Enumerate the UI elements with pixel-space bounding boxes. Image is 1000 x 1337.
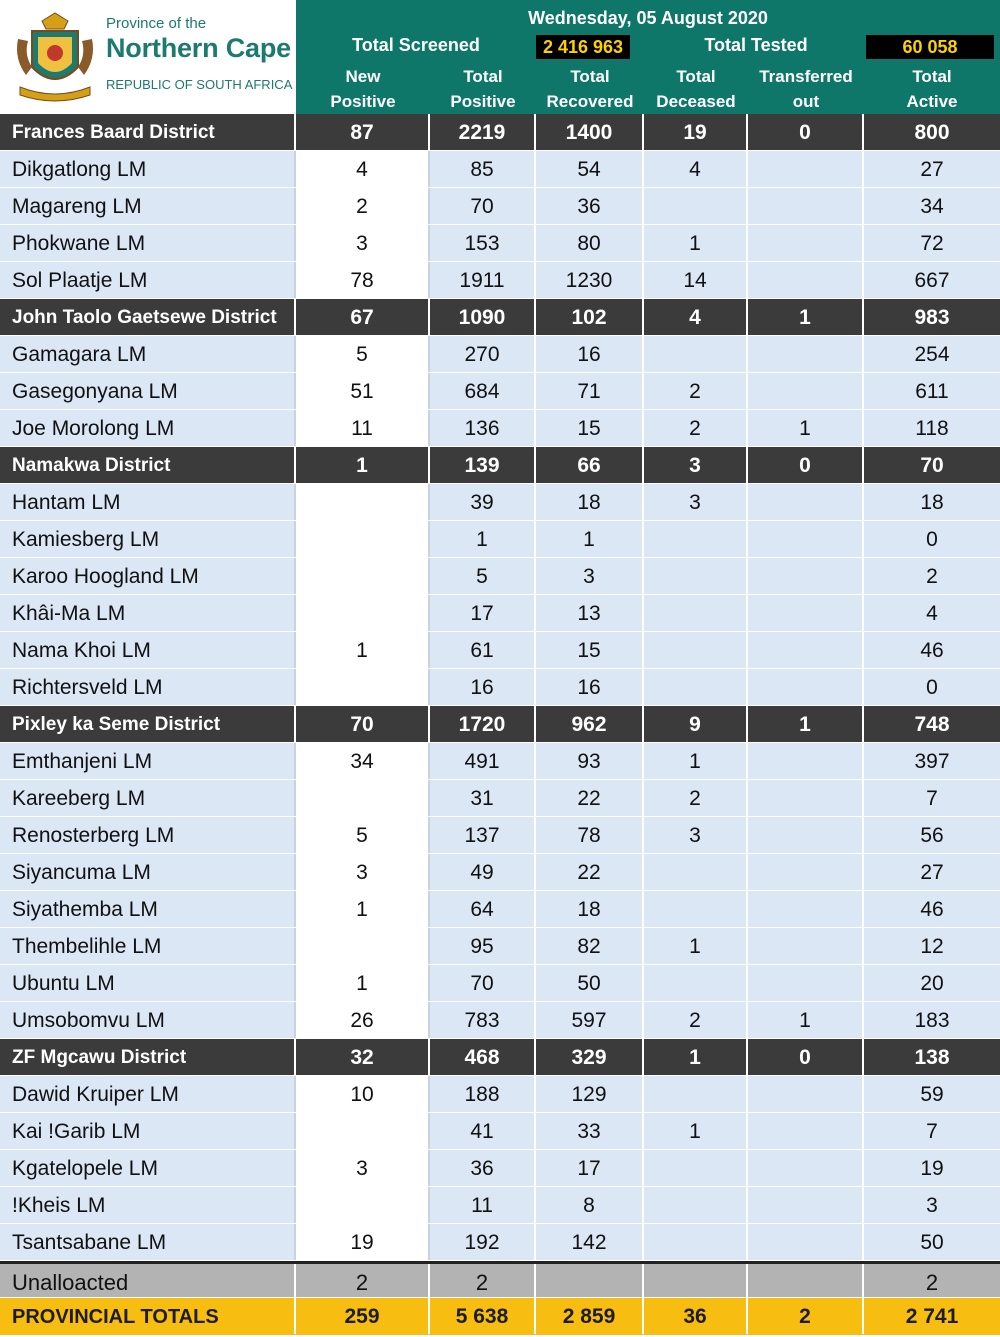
table-row: [0, 595, 1000, 632]
row-name: Dawid Kruiper LM: [4, 1076, 296, 1112]
cell-total-recovered: 18: [536, 484, 644, 520]
row-name: Sol Plaatje LM: [4, 262, 296, 298]
cell-total-recovered: 597: [536, 1002, 644, 1038]
column-header-total-positive: [430, 64, 536, 112]
cell-total-positive: 64: [430, 891, 536, 927]
cell-total-recovered: 15: [536, 632, 644, 668]
cell-total-recovered: 3: [536, 558, 644, 594]
row-name: Pixley ka Seme District: [4, 706, 296, 742]
cell-total-active: 72: [864, 225, 1000, 261]
cell-total-active: 46: [864, 632, 1000, 668]
table-row: [0, 1150, 1000, 1187]
cell-total-deceased: [644, 1150, 748, 1186]
table-row: [0, 1113, 1000, 1150]
cell-new-positive: [296, 484, 430, 520]
cell-total-recovered: 22: [536, 780, 644, 816]
cell-total-positive: 188: [430, 1076, 536, 1112]
cell-transferred-out: 0: [748, 1039, 864, 1075]
cell-transferred-out: [748, 965, 864, 1001]
row-name: Karoo Hoogland LM: [4, 558, 296, 594]
cell-new-positive: [296, 928, 430, 964]
cell-new-positive: [296, 669, 430, 705]
cell-total-positive: 70: [430, 188, 536, 224]
table-row: [0, 410, 1000, 447]
cell-transferred-out: [748, 1187, 864, 1223]
cell-total-active: 2: [864, 558, 1000, 594]
cell-transferred-out: 1: [748, 1002, 864, 1038]
cell-transferred-out: [748, 1264, 864, 1300]
cell-total-deceased: 9: [644, 706, 748, 742]
cell-transferred-out: 0: [748, 447, 864, 483]
cell-total-deceased: 1: [644, 743, 748, 779]
table-row: [0, 1076, 1000, 1113]
district-row: [0, 447, 1000, 484]
table-row: [0, 854, 1000, 891]
cell-new-positive: 1: [296, 447, 430, 483]
cell-total-active: 20: [864, 965, 1000, 1001]
cell-new-positive: 259: [296, 1298, 430, 1334]
table-row: [0, 1224, 1000, 1261]
column-header-line: Deceased: [656, 92, 736, 111]
cell-total-deceased: [644, 558, 748, 594]
logo-line-1: Province of the: [106, 15, 207, 32]
row-name: Umsobomvu LM: [4, 1002, 296, 1038]
cell-total-recovered: 22: [536, 854, 644, 890]
column-header-line: Total: [676, 67, 716, 86]
cell-total-active: 12: [864, 928, 1000, 964]
cell-total-deceased: 2: [644, 1002, 748, 1038]
row-name: Emthanjeni LM: [4, 743, 296, 779]
cell-transferred-out: [748, 891, 864, 927]
cell-total-positive: 468: [430, 1039, 536, 1075]
cell-total-deceased: [644, 854, 748, 890]
cell-new-positive: 5: [296, 817, 430, 853]
cell-total-deceased: 3: [644, 817, 748, 853]
cell-transferred-out: [748, 817, 864, 853]
cell-new-positive: 10: [296, 1076, 430, 1112]
cell-total-active: 667: [864, 262, 1000, 298]
cell-total-deceased: 1: [644, 1113, 748, 1149]
cell-total-positive: 136: [430, 410, 536, 446]
cell-total-active: 7: [864, 780, 1000, 816]
cell-transferred-out: 1: [748, 706, 864, 742]
cell-total-recovered: 1230: [536, 262, 644, 298]
cell-total-deceased: 14: [644, 262, 748, 298]
cell-transferred-out: [748, 743, 864, 779]
cell-total-recovered: 18: [536, 891, 644, 927]
cell-total-deceased: 19: [644, 114, 748, 150]
row-name: Tsantsabane LM: [4, 1224, 296, 1260]
cell-total-recovered: 16: [536, 669, 644, 705]
column-header-line: Total: [463, 67, 503, 86]
column-header-line: Active: [906, 92, 958, 111]
cell-total-active: 183: [864, 1002, 1000, 1038]
column-header-line: Recovered: [546, 92, 634, 111]
cell-total-active: 59: [864, 1076, 1000, 1112]
cell-new-positive: 26: [296, 1002, 430, 1038]
cell-new-positive: [296, 558, 430, 594]
logo-line-2: Northern Cape: [106, 33, 291, 63]
cell-total-positive: 11: [430, 1187, 536, 1223]
cell-total-active: 800: [914, 121, 950, 144]
row-name: Renosterberg LM: [4, 817, 296, 853]
cell-new-positive: 3: [296, 225, 430, 261]
cell-total-positive: 5 638: [430, 1298, 536, 1334]
cell-total-positive: 153: [430, 225, 536, 261]
cell-total-recovered: 962: [536, 706, 644, 742]
cell-new-positive: 1: [296, 632, 430, 668]
cell-total-positive: 684: [430, 373, 536, 409]
cell-total-deceased: 4: [644, 299, 748, 335]
table-row: [0, 743, 1000, 780]
cell-total-deceased: 36: [644, 1298, 748, 1334]
provincial-totals-row: [0, 1298, 1000, 1336]
cell-transferred-out: [748, 632, 864, 668]
cell-total-positive: 1090: [430, 299, 536, 335]
cell-total-recovered: 66: [536, 447, 644, 483]
cell-total-recovered: 2 859: [536, 1298, 644, 1334]
cell-total-deceased: [644, 188, 748, 224]
table-row: [0, 780, 1000, 817]
district-row: [0, 299, 1000, 336]
column-header-line: Total: [570, 67, 610, 86]
table-row: [0, 1187, 1000, 1224]
cell-total-positive: 17: [430, 595, 536, 631]
cell-total-positive: 270: [430, 336, 536, 372]
row-name: Frances Baard District: [4, 114, 296, 150]
cell-total-recovered: 50: [536, 965, 644, 1001]
row-name: Gamagara LM: [4, 336, 296, 372]
row-name: Nama Khoi LM: [4, 632, 296, 668]
cell-total-recovered: 80: [536, 225, 644, 261]
cell-transferred-out: [748, 188, 864, 224]
cell-total-deceased: [644, 965, 748, 1001]
table-row: [0, 336, 1000, 373]
cell-total-deceased: [644, 632, 748, 668]
cell-total-active: 46: [864, 891, 1000, 927]
cell-total-active: 611: [864, 373, 1000, 409]
row-name: Siyathemba LM: [4, 891, 296, 927]
cell-new-positive: 34: [296, 743, 430, 779]
column-header-line: New: [345, 67, 381, 86]
cell-total-recovered: 33: [536, 1113, 644, 1149]
cell-transferred-out: [748, 151, 864, 187]
stats-table: [0, 114, 1000, 1336]
row-name: Phokwane LM: [4, 225, 296, 261]
cell-total-active: 397: [864, 743, 1000, 779]
cell-total-recovered: 93: [536, 743, 644, 779]
cell-total-recovered: 78: [536, 817, 644, 853]
cell-total-active: 2: [925, 1270, 939, 1295]
cell-total-recovered: 15: [536, 410, 644, 446]
province-logo: [4, 3, 296, 111]
cell-transferred-out: [748, 1076, 864, 1112]
cell-total-deceased: 1: [644, 1039, 748, 1075]
cell-new-positive: 67: [296, 299, 430, 335]
table-row: [0, 817, 1000, 854]
row-name: Namakwa District: [4, 447, 296, 483]
cell-transferred-out: [748, 225, 864, 261]
cell-new-positive: 32: [296, 1039, 430, 1075]
cell-total-active: 748: [914, 713, 950, 736]
table-row: [0, 484, 1000, 521]
cell-total-positive: 137: [430, 817, 536, 853]
cell-total-deceased: [644, 669, 748, 705]
cell-transferred-out: [748, 373, 864, 409]
cell-total-positive: 41: [430, 1113, 536, 1149]
cell-total-positive: 1720: [430, 706, 536, 742]
row-name: Unalloacted: [4, 1264, 296, 1300]
cell-total-deceased: [644, 1187, 748, 1223]
cell-total-positive: 16: [430, 669, 536, 705]
cell-total-recovered: 71: [536, 373, 644, 409]
cell-new-positive: [296, 521, 430, 557]
cell-transferred-out: 1: [748, 299, 864, 335]
cell-total-active: 254: [864, 336, 1000, 372]
cell-total-positive: 139: [430, 447, 536, 483]
cell-new-positive: 5: [296, 336, 430, 372]
cell-new-positive: 78: [296, 262, 430, 298]
column-header-line: out: [792, 92, 820, 111]
cell-total-deceased: [644, 336, 748, 372]
cell-total-positive: 2219: [430, 114, 536, 150]
cell-total-positive: 95: [430, 928, 536, 964]
cell-total-positive: 61: [430, 632, 536, 668]
row-name: Kgatelopele LM: [4, 1150, 296, 1186]
cell-total-deceased: 1: [644, 225, 748, 261]
row-name: Kai !Garib LM: [4, 1113, 296, 1149]
row-name: Gasegonyana LM: [4, 373, 296, 409]
cell-total-deceased: [644, 1264, 748, 1300]
cell-total-recovered: 82: [536, 928, 644, 964]
cell-total-positive: 192: [430, 1224, 536, 1260]
cell-total-recovered: 329: [536, 1039, 644, 1075]
district-row: [0, 114, 1000, 151]
row-name: Khâi-Ma LM: [4, 595, 296, 631]
table-row: [0, 632, 1000, 669]
cell-new-positive: [296, 1113, 430, 1149]
cell-total-deceased: [644, 1076, 748, 1112]
row-name: Joe Morolong LM: [4, 410, 296, 446]
table-row: [0, 188, 1000, 225]
cell-total-positive: 5: [430, 558, 536, 594]
cell-total-active: 2 741: [905, 1305, 959, 1328]
cell-transferred-out: [748, 336, 864, 372]
table-row: [0, 928, 1000, 965]
cell-total-active: 27: [864, 854, 1000, 890]
cell-total-positive: 36: [430, 1150, 536, 1186]
cell-total-recovered: 13: [536, 595, 644, 631]
row-name: Thembelihle LM: [4, 928, 296, 964]
cell-total-recovered: 1400: [536, 114, 644, 150]
cell-total-active: 27: [864, 151, 1000, 187]
cell-new-positive: 51: [296, 373, 430, 409]
cell-total-recovered: [536, 1264, 644, 1300]
cell-total-deceased: 2: [644, 780, 748, 816]
cell-transferred-out: [748, 669, 864, 705]
cell-total-active: 138: [914, 1046, 950, 1069]
cell-total-active: 983: [914, 306, 950, 329]
cell-new-positive: 3: [296, 854, 430, 890]
cell-total-recovered: 54: [536, 151, 644, 187]
column-header-line: Total: [912, 67, 952, 86]
cell-total-active: 18: [864, 484, 1000, 520]
cell-new-positive: 4: [296, 151, 430, 187]
cell-transferred-out: [748, 1113, 864, 1149]
cell-new-positive: 1: [296, 891, 430, 927]
row-name: Dikgatlong LM: [4, 151, 296, 187]
coat-of-arms-icon: [12, 9, 98, 105]
table-row: [0, 262, 1000, 299]
cell-transferred-out: 2: [748, 1298, 864, 1334]
cell-total-positive: 70: [430, 965, 536, 1001]
row-name: Richtersveld LM: [4, 669, 296, 705]
cell-total-deceased: 3: [644, 484, 748, 520]
cell-total-deceased: [644, 891, 748, 927]
cell-transferred-out: [748, 928, 864, 964]
cell-total-deceased: 1: [644, 928, 748, 964]
cell-total-recovered: 36: [536, 188, 644, 224]
cell-transferred-out: [748, 1224, 864, 1260]
table-row: [0, 151, 1000, 188]
district-row: [0, 706, 1000, 743]
cell-total-deceased: 2: [644, 373, 748, 409]
cell-total-deceased: [644, 1224, 748, 1260]
cell-total-active: 4: [864, 595, 1000, 631]
cell-new-positive: 11: [296, 410, 430, 446]
cell-total-deceased: 3: [644, 447, 748, 483]
total-screened-label: Total Screened: [352, 35, 480, 55]
cell-total-deceased: 2: [644, 410, 748, 446]
column-header-transferred-out: [748, 64, 864, 112]
cell-new-positive: 3: [296, 1150, 430, 1186]
cell-total-active: 0: [864, 669, 1000, 705]
header-summary: [296, 0, 1000, 114]
table-row: [0, 669, 1000, 706]
cell-new-positive: 70: [296, 706, 430, 742]
cell-total-positive: 85: [430, 151, 536, 187]
cell-new-positive: 1: [296, 965, 430, 1001]
column-header-line: Positive: [450, 92, 516, 111]
cell-total-active: 3: [864, 1187, 1000, 1223]
row-name: Kareeberg LM: [4, 780, 296, 816]
cell-total-deceased: [644, 595, 748, 631]
cell-total-active: 19: [864, 1150, 1000, 1186]
table-row: [0, 558, 1000, 595]
cell-new-positive: [296, 595, 430, 631]
cell-total-recovered: 17: [536, 1150, 644, 1186]
total-tested-label: Total Tested: [704, 35, 808, 55]
cell-new-positive: 2: [296, 1264, 430, 1300]
cell-total-recovered: 102: [536, 299, 644, 335]
row-name: Ubuntu LM: [4, 965, 296, 1001]
cell-total-active: 70: [920, 454, 944, 477]
column-header-line: Positive: [330, 92, 396, 111]
cell-total-positive: 2: [430, 1264, 536, 1300]
column-header-total-recovered: [536, 64, 644, 112]
column-header-line: Transferred: [759, 67, 853, 86]
table-row: [0, 225, 1000, 262]
cell-total-active: 50: [864, 1224, 1000, 1260]
cell-total-deceased: [644, 521, 748, 557]
cell-total-recovered: 16: [536, 336, 644, 372]
table-row: [0, 521, 1000, 558]
cell-total-recovered: 129: [536, 1076, 644, 1112]
cell-transferred-out: [748, 521, 864, 557]
unallocated-row: [0, 1261, 1000, 1298]
cell-total-positive: 1911: [430, 262, 536, 298]
cell-new-positive: 87: [296, 114, 430, 150]
cell-total-positive: 1: [430, 521, 536, 557]
cell-total-recovered: 1: [536, 521, 644, 557]
column-header-total-deceased: [644, 64, 748, 112]
cell-transferred-out: [748, 484, 864, 520]
cell-total-positive: 39: [430, 484, 536, 520]
cell-transferred-out: [748, 558, 864, 594]
cell-total-positive: 783: [430, 1002, 536, 1038]
column-header-new-positive: [296, 64, 430, 112]
cell-total-recovered: 8: [536, 1187, 644, 1223]
column-header-total-active: [864, 64, 1000, 112]
cell-transferred-out: 0: [748, 114, 864, 150]
cell-new-positive: [296, 780, 430, 816]
cell-transferred-out: [748, 595, 864, 631]
logo-line-3: REPUBLIC OF SOUTH AFRICA: [106, 77, 293, 92]
cell-new-positive: [296, 1187, 430, 1223]
row-name: !Kheis LM: [4, 1187, 296, 1223]
cell-total-active: 34: [864, 188, 1000, 224]
table-row: [0, 891, 1000, 928]
cell-total-positive: 491: [430, 743, 536, 779]
row-name: ZF Mgcawu District: [4, 1039, 296, 1075]
row-name: PROVINCIAL TOTALS: [4, 1298, 296, 1334]
total-tested-value: 60 058: [866, 35, 994, 59]
cell-total-recovered: 142: [536, 1224, 644, 1260]
cell-total-deceased: 4: [644, 151, 748, 187]
cell-transferred-out: [748, 262, 864, 298]
report-date: Wednesday, 05 August 2020: [528, 8, 768, 28]
row-name: Kamiesberg LM: [4, 521, 296, 557]
row-name: Magareng LM: [4, 188, 296, 224]
cell-total-positive: 31: [430, 780, 536, 816]
table-row: [0, 373, 1000, 410]
cell-transferred-out: [748, 1150, 864, 1186]
row-name: John Taolo Gaetsewe District: [4, 299, 296, 335]
cell-transferred-out: 1: [748, 410, 864, 446]
cell-new-positive: 19: [296, 1224, 430, 1260]
cell-total-active: 7: [864, 1113, 1000, 1149]
total-screened-value: 2 416 963: [536, 35, 630, 59]
table-row: [0, 965, 1000, 1002]
table-row: [0, 1002, 1000, 1039]
table-header: [0, 0, 1000, 114]
district-row: [0, 1039, 1000, 1076]
cell-new-positive: 2: [296, 188, 430, 224]
cell-total-active: 0: [864, 521, 1000, 557]
cell-total-active: 56: [864, 817, 1000, 853]
cell-total-active: 118: [864, 410, 1000, 446]
cell-transferred-out: [748, 854, 864, 890]
row-name: Hantam LM: [4, 484, 296, 520]
cell-total-positive: 49: [430, 854, 536, 890]
cell-transferred-out: [748, 780, 864, 816]
row-name: Siyancuma LM: [4, 854, 296, 890]
